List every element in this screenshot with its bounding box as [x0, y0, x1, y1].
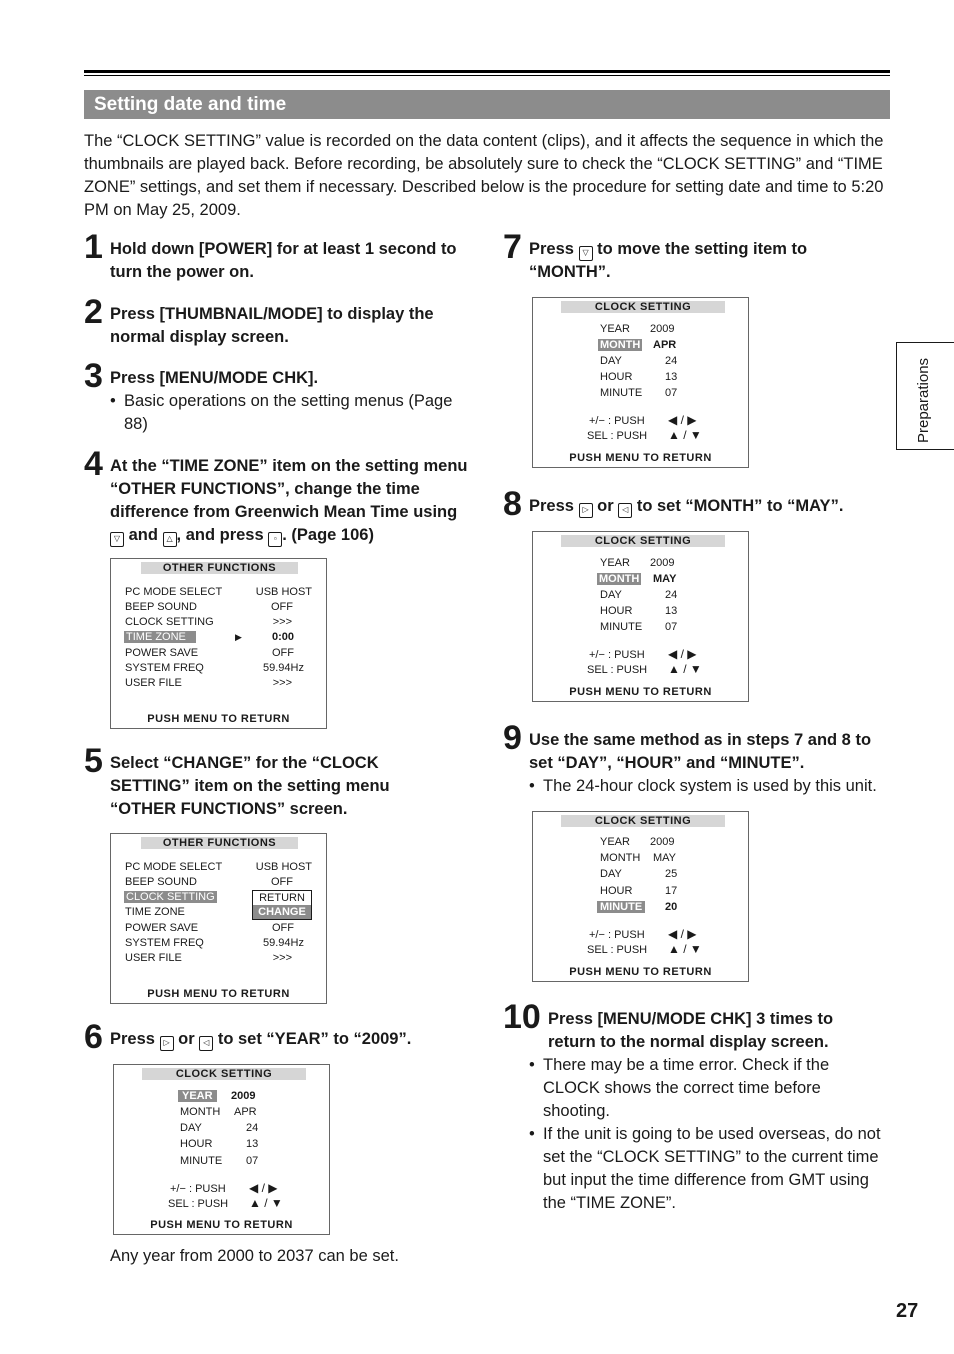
- step-6: [84, 1020, 474, 1060]
- center-press-icon: ▫: [268, 532, 282, 547]
- clock-row-value: 07: [665, 387, 678, 399]
- option-return: RETURN: [252, 890, 312, 905]
- screen-footer: PUSH MENU TO RETURN: [569, 686, 712, 698]
- push-hint-select: SEL : PUSH: [587, 430, 648, 442]
- screen-footer: PUSH MENU TO RETURN: [147, 713, 290, 725]
- menu-row-value: USB HOST: [255, 861, 312, 873]
- clock-row-value: APR: [653, 339, 677, 351]
- selection-arrow-icon: ▶: [235, 632, 242, 642]
- clock-row-value: MAY: [653, 573, 677, 585]
- step-text: Press [MENU/MODE CHK].: [110, 369, 319, 387]
- other-functions-screen-2: [110, 833, 327, 1004]
- step-number: 7: [503, 228, 522, 266]
- clock-row-label: YEAR: [178, 1089, 217, 1104]
- clock-row-value: 2009: [650, 323, 675, 335]
- clock-row-value: 07: [665, 621, 678, 633]
- menu-row-value: 0:00: [271, 631, 294, 643]
- step-text: Select “CHANGE” for the “CLOCK SETTING” item on the setting menu “OTHER FUNCTIONS” screen.: [110, 754, 390, 818]
- up-down-arrows-icon: ▲ / ▼: [249, 1196, 283, 1210]
- intro-paragraph: The “CLOCK SETTING” value is recorded on the data content (clips), and it affects the sequence in which the thumbnails are played back. Before recording, be absolutely sure to check the “CLOCK SETTING” and “TIME ZONE” settings, and set them if necessary. Described below is the procedure for setting date and time to 5:20 PM on May 25, 2009.: [84, 132, 884, 219]
- menu-row-value: OFF: [272, 922, 294, 934]
- step-6-note: Any year from 2000 to 2037 can be set.: [110, 1247, 399, 1265]
- menu-row-label: PC MODE SELECT: [125, 586, 223, 598]
- clock-row-value: 13: [246, 1138, 259, 1150]
- left-right-arrows-icon: ◀ / ▶: [668, 413, 697, 427]
- step-number: 2: [84, 293, 103, 331]
- menu-row-value: OFF: [271, 601, 293, 613]
- up-down-arrows-icon: ▲ / ▼: [668, 942, 702, 956]
- step-bullet: • If the unit is going to be used overseas, do not set the “CLOCK SETTING” to the current time but input the time difference from GMT using the “TIME ZONE”.: [529, 1123, 893, 1215]
- clock-row-value: 24: [665, 355, 678, 367]
- left-right-arrows-icon: ◀ / ▶: [668, 927, 697, 941]
- screen-footer: PUSH MENU TO RETURN: [150, 1219, 293, 1231]
- clock-row-label: MINUTE: [597, 900, 645, 915]
- clock-row-value: 17: [665, 885, 678, 897]
- up-down-arrows-icon: ▲ / ▼: [668, 428, 702, 442]
- up-button-icon: △: [163, 532, 177, 547]
- step-4: [84, 447, 474, 547]
- menu-row-label: TIME ZONE: [124, 630, 196, 645]
- step-3: [84, 359, 474, 439]
- menu-row-label: BEEP SOUND: [125, 876, 197, 888]
- left-button-icon: ◁: [618, 503, 632, 518]
- clock-row-value: 20: [665, 901, 678, 913]
- step-8: [503, 487, 893, 527]
- screen-footer: PUSH MENU TO RETURN: [147, 988, 290, 1000]
- clock-row-label: YEAR: [600, 836, 630, 848]
- side-tab: [896, 342, 954, 450]
- step-bullet: • Basic operations on the setting menus (Page 88): [110, 390, 474, 436]
- step-text: At the “TIME ZONE” item on the setting menu “OTHER FUNCTIONS”, change the time difference from Greenwich Mean Time using ▽ and △ , and press ▫ . (Page 106): [110, 455, 474, 547]
- menu-row-label: BEEP SOUND: [125, 601, 197, 613]
- step-number: 4: [84, 445, 103, 483]
- step-bullet: • The 24-hour clock system is used by this unit.: [529, 775, 909, 798]
- clock-row-label: MINUTE: [600, 621, 643, 633]
- step-text: Press ▷ or ◁ to set “MONTH” to “MAY”.: [529, 495, 893, 518]
- clock-row-label: MINUTE: [600, 387, 643, 399]
- clock-row-label: MINUTE: [180, 1155, 223, 1167]
- push-hint-select: SEL : PUSH: [587, 944, 648, 956]
- screen-title: OTHER FUNCTIONS: [141, 837, 298, 849]
- clock-row-value: 2009: [650, 557, 675, 569]
- menu-row-label: PC MODE SELECT: [125, 861, 223, 873]
- menu-row-label: CLOCK SETTING: [126, 891, 215, 903]
- screen-footer: PUSH MENU TO RETURN: [569, 452, 712, 464]
- menu-row-label: SYSTEM FREQ: [125, 662, 204, 674]
- clock-row-value: 2009: [650, 836, 675, 848]
- clock-row-label: MONTH: [600, 339, 641, 351]
- menu-row-label: USER FILE: [125, 952, 182, 964]
- clock-row-label: DAY: [600, 589, 622, 601]
- clock-row-label: YEAR: [600, 557, 630, 569]
- clock-setting-screen-may: [532, 531, 749, 702]
- screen-title: CLOCK SETTING: [142, 1068, 306, 1080]
- clock-row-value: 13: [665, 605, 678, 617]
- menu-row-label: POWER SAVE: [125, 647, 199, 659]
- step-1: [84, 230, 474, 290]
- clock-setting-screen-minute: [532, 811, 749, 982]
- menu-row-label: USER FILE: [125, 677, 182, 689]
- other-functions-screen-1: [110, 558, 327, 729]
- down-button-icon: ▽: [110, 532, 124, 547]
- screen-title: CLOCK SETTING: [561, 301, 725, 313]
- clock-row-label: HOUR: [600, 605, 633, 617]
- page-number: 27: [896, 1300, 919, 1322]
- clock-row-value: 07: [246, 1155, 259, 1167]
- push-hint-adjust: +/− : PUSH: [589, 415, 645, 427]
- header-rule-thick: [84, 70, 890, 73]
- right-button-icon: ▷: [160, 1036, 174, 1051]
- step-number: 10: [503, 998, 541, 1036]
- step-9: [503, 721, 898, 801]
- clock-row-value: MAY: [653, 852, 677, 864]
- step-number: 6: [84, 1018, 103, 1056]
- menu-row-value: 59.94Hz: [263, 937, 304, 949]
- menu-row-value: USB HOST: [255, 586, 312, 598]
- push-hint-adjust: +/− : PUSH: [170, 1183, 226, 1195]
- clock-setting-screen-year: [113, 1064, 330, 1235]
- push-hint-adjust: +/− : PUSH: [589, 929, 645, 941]
- down-button-icon: ▽: [579, 246, 593, 261]
- clock-row-value: 24: [665, 589, 678, 601]
- push-hint-select: SEL : PUSH: [168, 1198, 229, 1210]
- clock-row-label: MONTH: [599, 573, 640, 585]
- push-hint-select: SEL : PUSH: [587, 664, 648, 676]
- step-number: 8: [503, 485, 522, 523]
- clock-row-value: APR: [234, 1106, 257, 1118]
- menu-row-label: SYSTEM FREQ: [125, 937, 204, 949]
- step-number: 3: [84, 357, 103, 395]
- clock-row-label: MONTH: [180, 1106, 221, 1118]
- menu-row-label: TIME ZONE: [125, 906, 185, 918]
- clock-row-label: MONTH: [600, 852, 641, 864]
- up-down-arrows-icon: ▲ / ▼: [668, 662, 702, 676]
- clock-row-label: YEAR: [600, 323, 630, 335]
- option-change: CHANGE: [252, 905, 312, 920]
- clock-row-value: 13: [665, 371, 678, 383]
- menu-row-label: POWER SAVE: [125, 922, 199, 934]
- side-tab-label: Preparations: [915, 357, 932, 443]
- clock-row-value: 25: [665, 868, 678, 880]
- step-number: 9: [503, 719, 522, 757]
- step-text: Hold down [POWER] for at least 1 second to turn the power on.: [110, 240, 457, 281]
- step-2: [84, 295, 474, 355]
- clock-row-label: DAY: [600, 355, 622, 367]
- step-text: Press [MENU/MODE CHK] 3 times to return to the normal display screen.: [548, 1010, 834, 1051]
- section-title: Setting date and time: [84, 90, 890, 119]
- step-bullet: • There may be a time error. Check if the CLOCK shows the correct time before shooting.: [529, 1054, 873, 1123]
- screen-title: CLOCK SETTING: [561, 535, 725, 547]
- screen-footer: PUSH MENU TO RETURN: [569, 966, 712, 978]
- clock-row-value: 2009: [231, 1090, 256, 1102]
- menu-row-value: 59.94Hz: [263, 662, 304, 674]
- clock-row-label: DAY: [180, 1122, 202, 1134]
- step-number: 5: [84, 742, 103, 780]
- menu-row-value: >>>: [272, 616, 292, 628]
- step-number: 1: [84, 228, 103, 266]
- step-text: Press ▷ or ◁ to set “YEAR” to “2009”.: [110, 1028, 474, 1051]
- step-10: [503, 1000, 893, 1220]
- menu-row-label: CLOCK SETTING: [125, 616, 214, 628]
- menu-row-value: >>>: [272, 677, 292, 689]
- clock-row-label: HOUR: [180, 1138, 213, 1150]
- menu-row-value: >>>: [272, 952, 292, 964]
- step-text: Use the same method as in steps 7 and 8 to set “DAY”, “HOUR” and “MINUTE”.: [529, 731, 872, 772]
- left-right-arrows-icon: ◀ / ▶: [249, 1181, 278, 1195]
- menu-row-value: OFF: [271, 876, 293, 888]
- clock-row-label: DAY: [600, 868, 622, 880]
- header-rule-thin: [84, 75, 890, 76]
- left-button-icon: ◁: [199, 1036, 213, 1051]
- screen-title: OTHER FUNCTIONS: [141, 562, 298, 574]
- clock-row-value: 24: [246, 1122, 259, 1134]
- screen-title: CLOCK SETTING: [561, 815, 725, 827]
- step-text: Press [THUMBNAIL/MODE] to display the normal display screen.: [110, 305, 434, 346]
- clock-row-label: HOUR: [600, 371, 633, 383]
- right-button-icon: ▷: [579, 503, 593, 518]
- clock-setting-screen-month: [532, 297, 749, 468]
- step-7: [503, 230, 893, 290]
- step-5: [84, 744, 474, 824]
- push-hint-adjust: +/− : PUSH: [589, 649, 645, 661]
- clock-row-label: HOUR: [600, 885, 633, 897]
- menu-row-value: OFF: [272, 647, 294, 659]
- step-text: Press ▽ to move the setting item to “MONTH”.: [529, 240, 808, 281]
- left-right-arrows-icon: ◀ / ▶: [668, 647, 697, 661]
